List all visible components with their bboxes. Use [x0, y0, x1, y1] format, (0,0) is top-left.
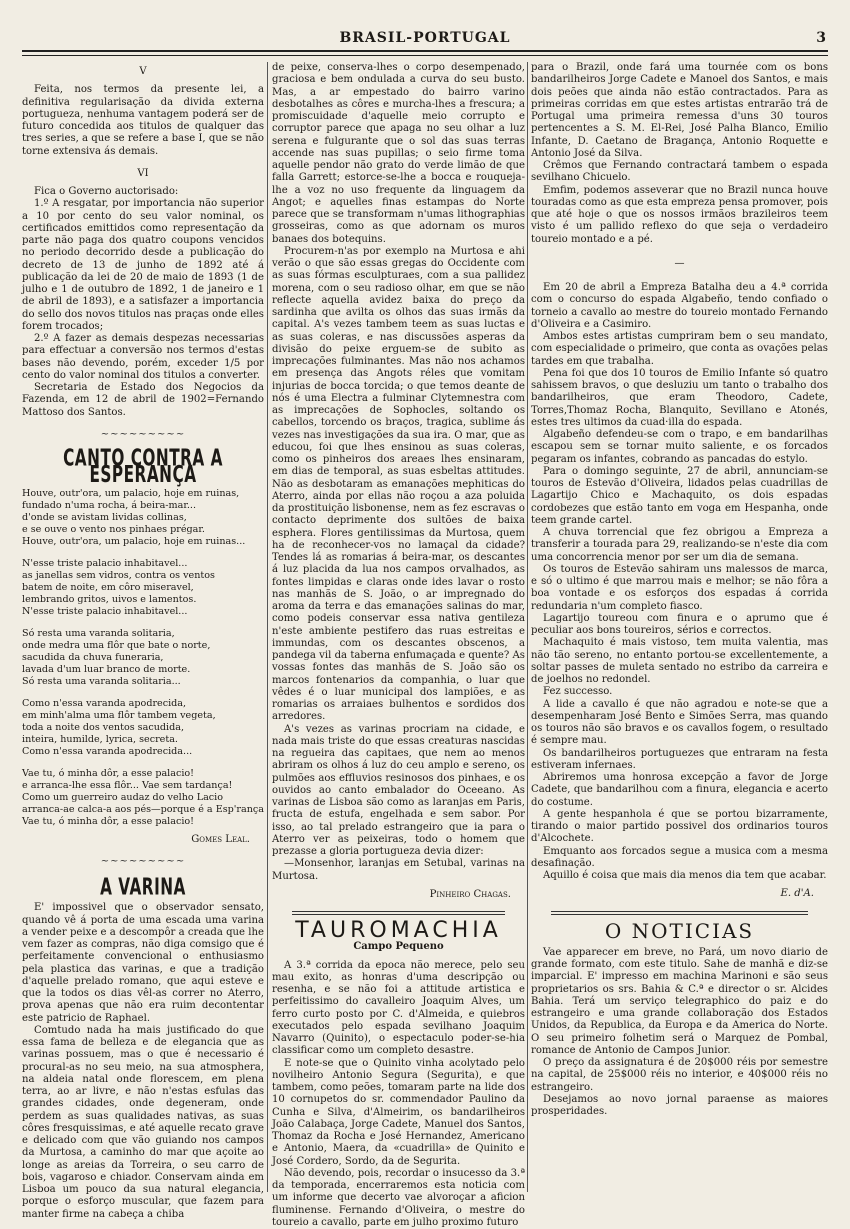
poem-line: Como um guerreiro audaz do velho Lacio	[22, 791, 224, 803]
poem-line: e arranca-lhe essa flôr... Vae sem tardança!	[22, 779, 233, 791]
paragraph: A's vezes as varinas procriam na cidade, e nada mais triste do que essas creaturas nascidas na regueira das capitaes, que nem ao menos abriram os olhos á luz do ceu amplo e sereno, os pulmões aos effluvios resinosos dos pinhaes, e os ouvidos ao canto embalador do Oceeano. As varinas de Lisboa são como as laranjas em Paris, fructa de estufa, engelhada e sem sabor. Por isso, ao tal prelado estrangeiro que ia para o Aterro ver as peixeiras, todo o homem que prezasse a gloria portugueza devia dizer:	[272, 723, 525, 857]
paragraph: Vae apparecer em breve, no Pará, um novo diario de grande formato, com este titulo. Sahe de manhã e diz-se imparcial. E' impresso em machina Marinoni e são seus proprietarios os srs. Bahia & C.ª e director o sr. Alcides Bahia. Terá um serviço telegraphico do paiz e do estrangeiro e uma grande collaboração dos Estados Unidos, da Republica, da Europa e da America do Norte. O seu primeiro folhetim será o Marquez de Pombal, romance de Antonio de Campos Junior.	[531, 946, 828, 1056]
paragraph: O preço da assignatura é de 20$000 réis por semestre na capital, de 25$000 réis no interior, e 40$000 réis no estrangeiro.	[531, 1057, 828, 1093]
paragraph: Em 20 de abril a Empreza Batalha deu a 4.ª corrida com o concurso do espada Algabeño, tendo confiado o torneio a cavallo ao mestre do toureio montado Fernando d'Oliveira e a Casimiro.	[531, 282, 828, 330]
paragraph: Machaquito é mais vistoso, tem muita valentia, mas não tão sereno, no entanto portou-se excellentemente, a soltar passes de muleta sentado no estribo da carreira e de joelhos no redondel.	[531, 637, 828, 685]
section-rule	[292, 911, 505, 915]
column-3	[531, 62, 828, 1118]
paragraph: —Monsenhor, laranjas em Setubal, varinas na Murtosa.	[272, 858, 525, 882]
paragraph: 2.º A fazer as demais despezas necessarias para effectuar a conversão nos termos d'estas bases não devendo, porém, exceder 1/5 por cento do valor nominal dos titulos a converter.	[22, 333, 264, 381]
poem-line: N'esse triste palacio inhabitavel...	[22, 605, 188, 617]
paragraph: Feita, nos termos da presente lei, a definitiva regularisação da divida externa portugueza, nenhuma vantagem poderá ser de futuro concedida aos titulos de qualquer das tres series, a que se refere a base I, que se não torne extensiva ás demais.	[22, 84, 264, 157]
page-header	[22, 28, 828, 50]
poem-line: em minh'alma uma flôr tambem vegeta,	[22, 709, 216, 721]
poem-line: lembrando gritos, uivos e lamentos.	[22, 593, 197, 605]
paragraph: Crêmos que Fernando contractará tambem o espada sevilhano Chicuelo.	[531, 160, 828, 184]
poem-line: N'esse triste palacio inhabitavel...	[22, 557, 188, 569]
poem-line: arranca-ae calca-a aos pés—porque é a Esp'rança	[22, 803, 264, 815]
paragraph: Não devendo, pois, recordar o insucesso da 3.ª da temporada, encerraremos esta noticia com um informe que decerto vae alvoroçar a aficion fluminense. Fernando d'Oliveira, o mestre do toureio a cavallo, parte em julho proximo futuro	[272, 1167, 526, 1228]
masthead-title: BRASIL-PORTUGAL	[339, 30, 511, 46]
poem-title: CANTO CONTRA A ESPERANÇA	[63, 445, 223, 489]
poem-line: lavada d'um luar branco de morte.	[22, 663, 191, 675]
poem-author: Gomes Leal.	[191, 833, 250, 845]
paragraph: Secretaria de Estado dos Negocios da Fazenda, em 12 de abril de 1902=Fernando Mattoso dos Santos.	[22, 382, 264, 418]
paragraph: Para o domingo seguinte, 27 de abril, annunciam-se touros de Estevão d'Oliveira, lidados pelas cuadrillas de Lagartijo Chico e Machaquito, os dois espadas cordobezes que estão tanto em voga em Hespanha, onde teem grande cartel.	[531, 465, 828, 526]
paragraph: de peixe, conserva-lhes o corpo desempenado, graciosa e bem ondulada a curva do seu busto. Mas, a ar empestado do bairro varino desbotalhes as côres e murcha-lhes a frescura; a promiscuidade d'aquelle meio corrupto e corruptor parece que apaga no seu olhar a luz serena e fulgurante que o sol das suas terras accende nas suas pupillas; o seio firme toma aquelle pendor não grato do verde limão de que falla Garrett; estorce-se-lhe a bocca e rouqueja-lhe a voz no uso frequente da linguagem da Angot; e aquelles finas estampas do Norte parece que se transformam n'umas lithographias grosseiras, como as que adornam os muros banaes dos botequins.	[272, 62, 525, 245]
section-subtitle: Campo Pequeno	[353, 941, 444, 953]
poem-line: Só resta uma varanda solitaria,	[22, 627, 175, 639]
article-author: Pinheiro Chagas.	[429, 888, 511, 900]
ornament-divider: ~~~~~~~~~	[100, 855, 186, 867]
poem-line: Vae tu, ó minha dôr, a esse palacio!	[22, 767, 195, 779]
poem-line: inteira, humilde, lyrica, secreta.	[22, 733, 178, 745]
paragraph: Abriremos uma honrosa excepção a favor de Jorge Cadete, que bandarilhou com a finura, elegancia e acerto do costume.	[531, 772, 828, 808]
poem-line: as janellas sem vidros, contra os ventos	[22, 569, 215, 581]
poem-line: Como n'essa varanda apodrecida,	[22, 697, 187, 709]
paragraph: Aquillo é coisa que mais dia menos dia tem que acabar.	[543, 870, 827, 881]
column-2	[272, 62, 525, 1229]
column-divider	[527, 62, 528, 1192]
poem-line: e se ouve o vento nos pinhaes prégar.	[22, 523, 205, 535]
paragraph: Os touros de Estevão sahiram uns malessos de marca, e só o ultimo é que marrou mais e melhor; se não fôra a boa vontade e os esforços dos espadas á corrida redundaria n'um completo fiasco.	[531, 563, 828, 612]
stanza-gap	[22, 758, 264, 768]
paragraph: Emfim, podemos asseverar que no Brazil nunca houve touradas como as que esta empreza pensa promover, pois que até hoje o que os nossos irmãos brazileiros teem visto é um pallido reflexo do que seja o verdadeiro toureio montado e a pé.	[531, 184, 828, 245]
poem-line: Houve, outr'ora, um palacio, hoje em ruinas,	[22, 487, 240, 499]
paragraph: A lide a cavallo é que não agradou e note-se que a desempenharam José Bento e Simões Serra, mas quando os touros não são bravos e os cavallos fogem, o resultado é sempre mau.	[531, 698, 828, 747]
short-rule: —	[674, 257, 685, 269]
column-1	[22, 62, 264, 1221]
column-divider	[267, 62, 268, 1192]
paragraph: Comtudo nada ha mais justificado do que essa fama de belleza e de elegancia que as varinas possuem, mas o que é necessario é procural-as no seu meio, na sua atmosphera, na aldeia natal onde florescem, em plena terra, ao ar livre, e não n'estas esfulas das grandes cidades, onde degeneram, onde perdem as suas qualidades nativas, as suas côres fresquissimas, e até aquelle recato grave e delicado com que vão guiando nos campos da Murtosa, a caminho do mar que açoite ao longe as areias da Torreira, o seu carro de bois, vagaroso e chiador. Conservam ainda em Lisboa um pouco da sua natural elegancia, porque o esforço muscular, que fazem para manter firme na cabeça a chiba	[22, 1024, 264, 1220]
paragraph: Pena foi que dos 10 touros de Emilio Infante só quatro sahissem bravos, o que desluziu um tanto o trabalho dos bandarilheiros, que eram Theodoro, Cadete, Torres,Thomaz Rocha, Blanquito, Sevillano e Atonés, estes tres ultimos da cuad·illa do espada.	[531, 367, 828, 428]
stanza-gap	[22, 688, 264, 698]
ornament-divider: ~~~~~~~~~	[100, 428, 186, 440]
paragraph: E' impossivel que o observador sensato, quando vê á porta de uma escada uma varina a vender peixe e a descompôr a creada que lhe vem fazer as compras, não diga comsigo que é perfeitamente convencional o enthusiasmo pela plastica das varinas, e que a tradição d'aquelle prelado romano, que aqui esteve e que la todos os dias vêl-as correr no Aterro, prova apenas que não era ruim decontentar este patricio de Raphael.	[22, 902, 264, 1024]
poem	[22, 488, 264, 828]
stanza-gap	[22, 618, 264, 628]
stanza-gap	[22, 548, 264, 558]
poem-line: onde medra uma flôr que bate o norte,	[22, 639, 211, 651]
page-number: 3	[816, 30, 826, 46]
paragraph: A gente hespanhola é que se portou bizarramente, tirando o maior partido possivel dos ordinarios touros d'Alcochete.	[531, 808, 828, 845]
paragraph: Fez successo.	[543, 686, 613, 698]
poem-line: Só resta uma varanda solitaria...	[22, 675, 181, 687]
paragraph: Emquanto aos forcados segue a musica com a mesma desafinação.	[531, 845, 828, 869]
poem-line: sacudida da chuva funeraria,	[22, 651, 164, 663]
paragraph: Fica o Governo auctorisado:	[34, 186, 179, 197]
poem-line: toda a noite dos ventos sacudida,	[22, 721, 185, 733]
paragraph: Os bandarilheiros portuguezes que entraram na festa estiveram infernaes.	[531, 747, 828, 771]
paragraph: Algabeño defendeu-se com o trapo, e em bandarilhas escapou sem se tornar muito saliente, e os forcados pegaram os infantes, cobrando as pancadas do estylo.	[531, 429, 828, 465]
paragraph: A 3.ª corrida da epoca não merece, pelo seu mau exito, as honras d'uma descripção ou resenha, e se não foi a attitude artistica e perfeitissimo do cavalleiro Joaquim Alves, um ferro curto posto por C. d'Almeida, e quiebros executados pelo espada sevilhano Joaquim Navarro (Quinito), o espectaculo poder-se-hia classificar como um completo desastre.	[272, 959, 525, 1057]
poem-line: fundado n'uma rocha, á beira-mar...	[22, 499, 197, 511]
section-vi-heading: VI	[137, 167, 149, 179]
section-v-heading: V	[139, 66, 147, 77]
article-title-varina: A VARINA	[100, 874, 186, 902]
paragraph: E note-se que o Quinito vinha acolytado pelo novilheiro Antonio Segura (Segurita), e que tambem, como peões, tomaram parte na lide dos 10 cornupetos do sr. commendador Paulino da Cunha e Silva, d'Almeirim, os bandarilheiros João Calabaça, Jorge Cadete, Manuel dos Santos, Thomaz da Rocha e José Hernandez, Americano e Antonio, Maera, da «cuadrilla» de Quinito e José Cordero, Sordo, da de Segurita.	[272, 1057, 525, 1167]
paragraph: Ambos estes artistas cumpriram bem o seu mandato, com especialidade o primeiro, que conta as ovações pelas tardes em que trabalha.	[531, 331, 828, 367]
paragraph: 1.º A resgatar, por importancia não superior a 10 por cento do seu valor nominal, os certificados emittidos como representação da parte não paga dos quatro coupons vencidos no periodo decorrido desde a publicação do decreto de 13 de junho de 1892 até á publicação da lei de 20 de maio de 1893 (1 de julho e 1 de outubro de 1892, 1 de janeiro e 1 de abril de 1893), e a satisfazer a importancia do sello dos novos titulos nas praças onde elles forem trocados;	[22, 198, 264, 332]
paragraph: Lagartijo toureou com finura e o aprumo que é peculiar aos bons toureiros, sérios e correctos.	[531, 612, 828, 636]
article-author: E. d'A.	[780, 888, 814, 900]
paragraph: A chuva torrencial que fez obrigou a Empreza a transferir a tourada para 29, realizando-se n'este dia com uma concorrencia menor por ser um dia de semana.	[531, 527, 828, 563]
poem-line: batem de noite, em côro miseravel,	[22, 581, 194, 593]
section-title-noticias: O NOTICIAS	[604, 918, 755, 943]
paragraph: Desejamos ao novo jornal paraense as maiores prosperidades.	[531, 1093, 828, 1117]
header-rule	[22, 50, 828, 56]
paragraph: Procurem-n'as por exemplo na Murtosa e ahi verão o que são essas gregas do Occidente com as suas fórmas esculpturaes, com a sua pallidez morena, com o seu radioso olhar, em que se não reflecte aquella avidez baixa do preço da sardinha que avilta os olhos das suas irmãs da capital. A's vezes tambem teem as suas luctas e as suas coleras, e nas discussões asperas da divisão do peixe erguem-se de subito as imprecações fulminantes. Mas não nos achamos em presença das Angots réles que vomitam injurias de bocca torcida; o que temos deante de nós é uma Electra a fulminar Clytemnestra com as imprecações de Sophocles, soltando os cabellos, torcendo os braços, tragica, sublime ás vezes nas investigações da sua ira. O mar, que as educou, foi que lhes ensinou as suas coleras, como os pinheiros dos areaes lhes ensinaram, em dias de temporal, as suas esbeltas attitudes. Não as desbotaram as emanações mephiticas do Aterro, ainda por ellas não roçou a aza poluida da prostituição lisbonense, nem as fez escravas o contacto deprimente dos sultões de baixa esphera. Flores gentilissimas da Murtosa, quem ha de reconhecer-vos no lamaçal da cidade? Tendes lá as romarias á beira-mar, os descantes á luz placida da lua nos campos orvalhados, as fontes limpidas e claras onde ides lavar o rosto nas manhãs de S. João, o ar impregnado do aroma da terra e das emanações salinas do mar, como podeis conservar essa nativa gentileza n'este ambiente pestifero das ruas estreitas e immundas, com os descantes obscenos, a pandega vil da taberna enfumaçada e quente? As vossas fontes das manhãs de S. João são os marcos fontenarios da companhia, o luar que vêdes é o luar municipal dos lampiões, e as romarias os arraiaes bulhentos e sordidos dos arredores.	[272, 245, 525, 723]
section-title-tauromachia: TAUROMACHIA	[295, 918, 502, 943]
poem-line: d'onde se avistam lividas collinas,	[22, 511, 187, 523]
paragraph: para o Brazil, onde fará uma tournée com os bons bandarilheiros Jorge Cadete e Manoel dos Santos, e mais dois peões que ainda não estão contractados. Para as primeiras corridas em que estes artistas entrarão trá de Portugal uma primeira remessa d'uns 30 touros pertencentes a S. M. El-Rei, José Palha Blanco, Emilio Infante, D. Caetano de Bragança, Antonio Roquette e Antonio José da Silva.	[531, 62, 828, 159]
section-rule	[551, 911, 808, 915]
poem-line: Como n'essa varanda apodrecida...	[22, 745, 193, 757]
poem-line: Vae tu, ó minha dôr, a esse palacio!	[22, 815, 195, 827]
poem-line: Houve, outr'ora, um palacio, hoje em ruinas...	[22, 535, 246, 547]
